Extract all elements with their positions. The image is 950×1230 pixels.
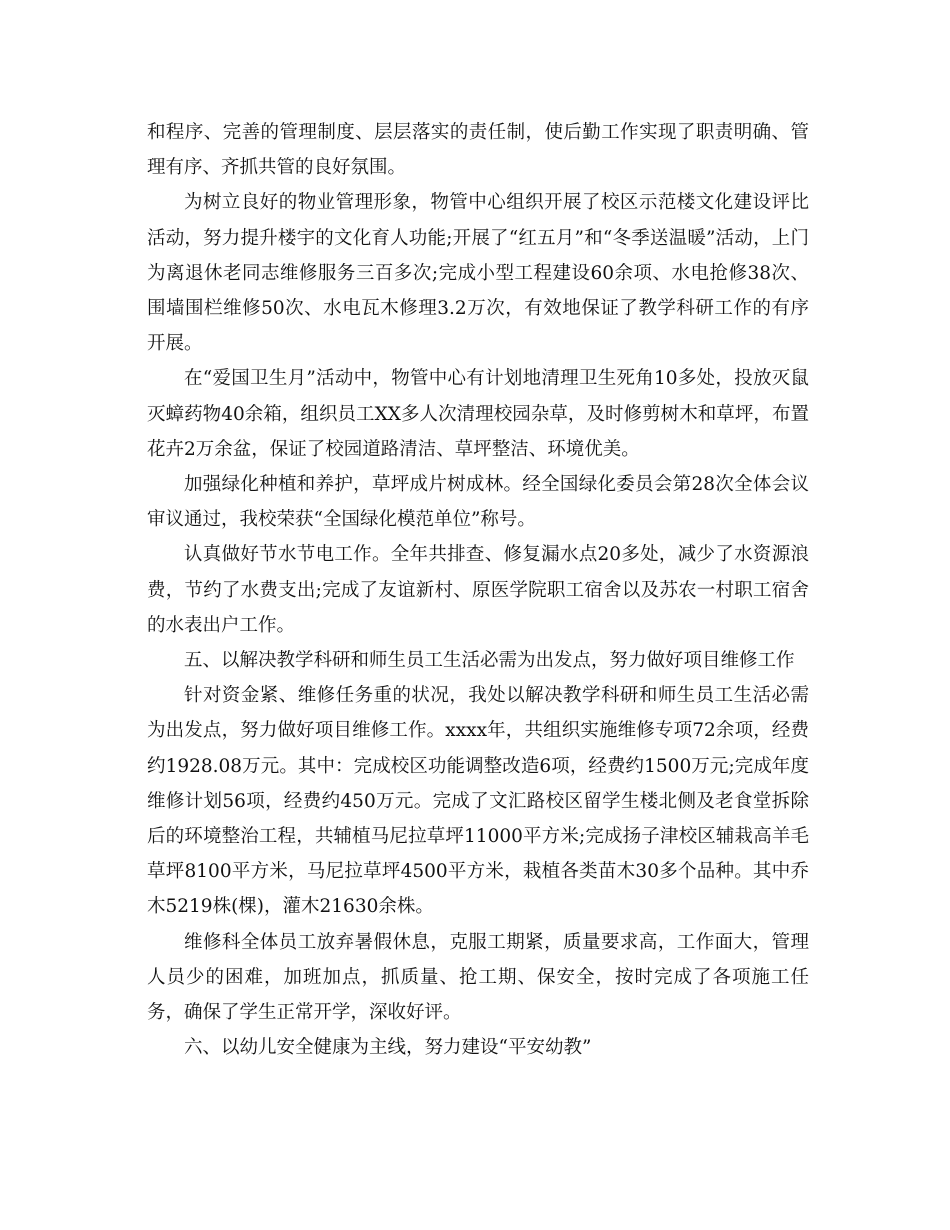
paragraph-hygiene-month: 在“爱国卫生月”活动中，物管中心有计划地清理卫生死角10多处，投放灭鼠灭蟑药物40余箱，组织员工XX多人次清理校园杂草，及时修剪树木和草坪，布置花卉2万余盆，保证了校园道路清洁、草坪整洁、环境优美。 <box>147 368 809 460</box>
paragraph-maintenance-staff: 维修科全体员工放弃暑假休息，克服工期紧，质量要求高，工作面大，管理人员少的困难，加班加点，抓质量、抢工期、保安全，按时完成了各项施工任务，确保了学生正常开学，深收好评。 <box>147 931 809 1024</box>
paragraph-continuation: 和程序、完善的管理制度、层层落实的责任制，使后勤工作实现了职责明确、管理有序、齐抓共管的良好氛围。 <box>147 122 809 179</box>
section-heading-five: 五、以解决教学科研和师生员工生活必需为出发点，努力做好项目维修工作 <box>184 650 795 672</box>
paragraph-water-saving: 认真做好节水节电工作。全年共排查、修复漏水点20多处，减少了水资源浪费，节约了水费支出;完成了友谊新村、原医学院职工宿舍以及苏农一村职工宿舍的水表出户工作。 <box>147 544 809 636</box>
paragraph-maintenance-projects: 针对资金紧、维修任务重的状况，我处以解决教学科研和师生员工生活必需为出发点，努力做好项目维修工作。xxxx年，共组织实施维修专项72余项，经费约1928.08万元。其中：完成校区功能调整改造6项，经费约1500万元;完成年度维修计划56项，经费约450万元。完成了文汇路校区留学生楼北侧及老食堂拆除后的环境整治工程，共辅植马尼拉草坪11000平方米;完成扬子津校区辅栽高羊毛草坪8100平方米，马尼拉草坪4500平方米，栽植各类苗木30多个品种。其中乔木5219株(棵)，灌木21630余株。 <box>147 685 809 918</box>
paragraph-greening: 加强绿化种植和养护，草坪成片树成林。经全国绿化委员会第28次全体会议审议通过，我校荣获“全国绿化模范单位”称号。 <box>147 474 809 531</box>
section-heading-six: 六、以幼儿安全健康为主线，努力建设“平安幼教” <box>184 1037 592 1059</box>
document-body <box>147 115 809 1065</box>
paragraph-property-management: 为树立良好的物业管理形象，物管中心组织开展了校区示范楼文化建设评比活动，努力提升楼宇的文化育人功能;开展了“红五月”和“冬季送温暖”活动，上门为离退休老同志维修服务三百多次;完成小型工程建设60余项、水电抢修38次、围墙围栏维修50次、水电瓦木修理3.2万次，有效地保证了教学科研工作的有序开展。 <box>147 192 809 355</box>
